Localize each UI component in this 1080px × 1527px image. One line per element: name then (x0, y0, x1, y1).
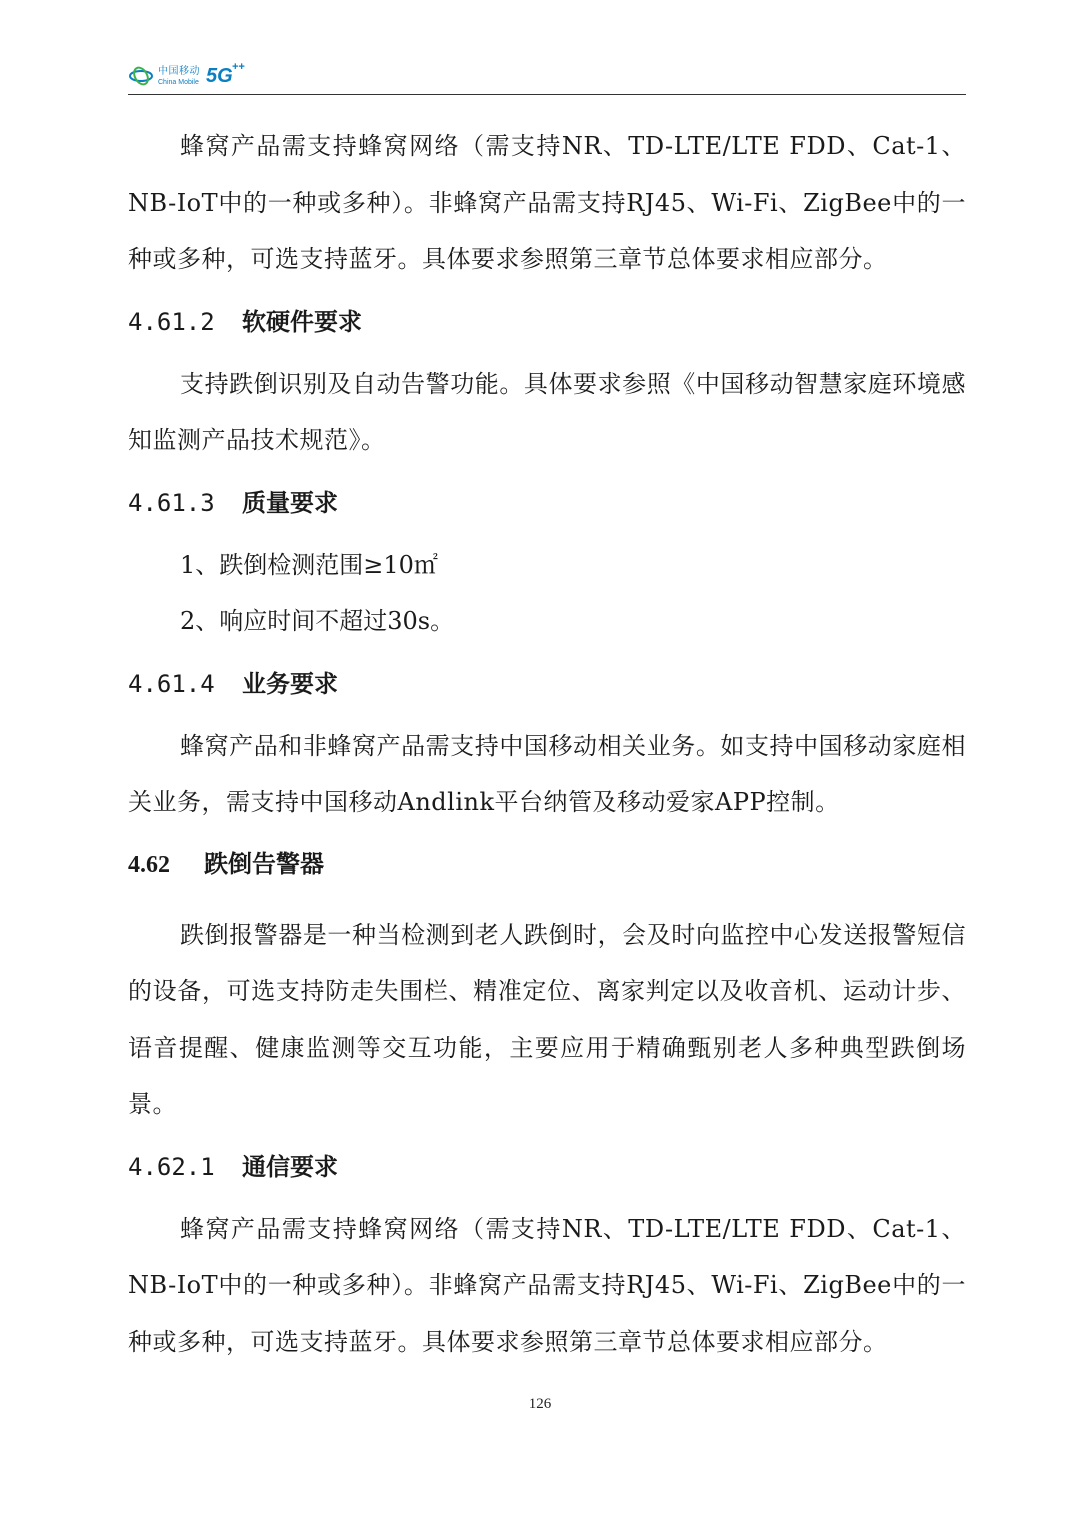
list-item-detection-range: 1、跌倒检测范围≥10㎡ (180, 550, 438, 579)
paragraph-software-hardware: 支持跌倒识别及自动告警功能。具体要求参照《中国移动智慧家庭环境感知监测产品技术规范》。 (128, 369, 966, 454)
logo-english-text: China Mobile (158, 78, 199, 86)
section-number: 4.61.4 (128, 669, 215, 698)
logo-plus-mark: ++ (231, 60, 245, 73)
paragraph-communication-4-61-1: 蜂窝产品需支持蜂窝网络（需支持NR、TD-LTE/LTE FDD、Cat-1、NB-IoT中的一种或多种）。非蜂窝产品需支持RJ45、Wi-Fi、ZigBee中的一种或多种，可选支持蓝牙。具体要求参照第三章节总体要求相应部分。 (128, 132, 966, 273)
heading-4-61-2 (128, 288, 966, 356)
document-body (128, 118, 966, 1370)
spacer (128, 899, 966, 907)
section-title: 软硬件要求 (242, 307, 362, 336)
heading-4-61-3 (128, 469, 966, 537)
page-number: 126 (528, 1396, 552, 1412)
logo-chinese-text: 中国移动 (158, 65, 200, 77)
paragraph-communication-4-62-1: 蜂窝产品需支持蜂窝网络（需支持NR、TD-LTE/LTE FDD、Cat-1、NB-IoT中的一种或多种）。非蜂窝产品需支持RJ45、Wi-Fi、ZigBee中的一种或多种，可选支持蓝牙。具体要求参照第三章节总体要求相应部分。 (128, 1214, 966, 1356)
heading-4-62-1 (128, 1133, 966, 1201)
logo-5g-text: 5G (206, 64, 233, 87)
section-number: 4.62.1 (128, 1152, 215, 1181)
section-title: 通信要求 (242, 1152, 338, 1181)
section-number: 4.61.3 (128, 488, 215, 517)
section-number: 4.61.2 (128, 307, 215, 336)
china-mobile-logo (128, 60, 245, 90)
heading-4-61-4 (128, 650, 966, 718)
section-number: 4.62 (128, 851, 170, 878)
paragraph-business-requirements: 蜂窝产品和非蜂窝产品需支持中国移动相关业务。如支持中国移动家庭相关业务，需支持中国移动Andlink平台纳管及移动爱家APP控制。 (128, 731, 966, 816)
china-mobile-logo-icon (128, 65, 154, 87)
section-title: 跌倒告警器 (204, 851, 324, 878)
section-title: 质量要求 (242, 488, 338, 517)
section-title: 业务要求 (242, 669, 338, 698)
list-item-response-time: 2、响应时间不超过30s。 (180, 607, 455, 635)
heading-4-62 (128, 831, 966, 899)
page-header (128, 58, 966, 95)
logo-5g-mark (206, 60, 245, 88)
paragraph-fall-alarm-description: 跌倒报警器是一种当检测到老人跌倒时，会及时向监控中心发送报警短信的设备，可选支持防走失围栏、精准定位、离家判定以及收音机、运动计步、语音提醒、健康监测等交互功能，主要应用于精确甄别老人多种典型跌倒场景。 (128, 920, 966, 1118)
